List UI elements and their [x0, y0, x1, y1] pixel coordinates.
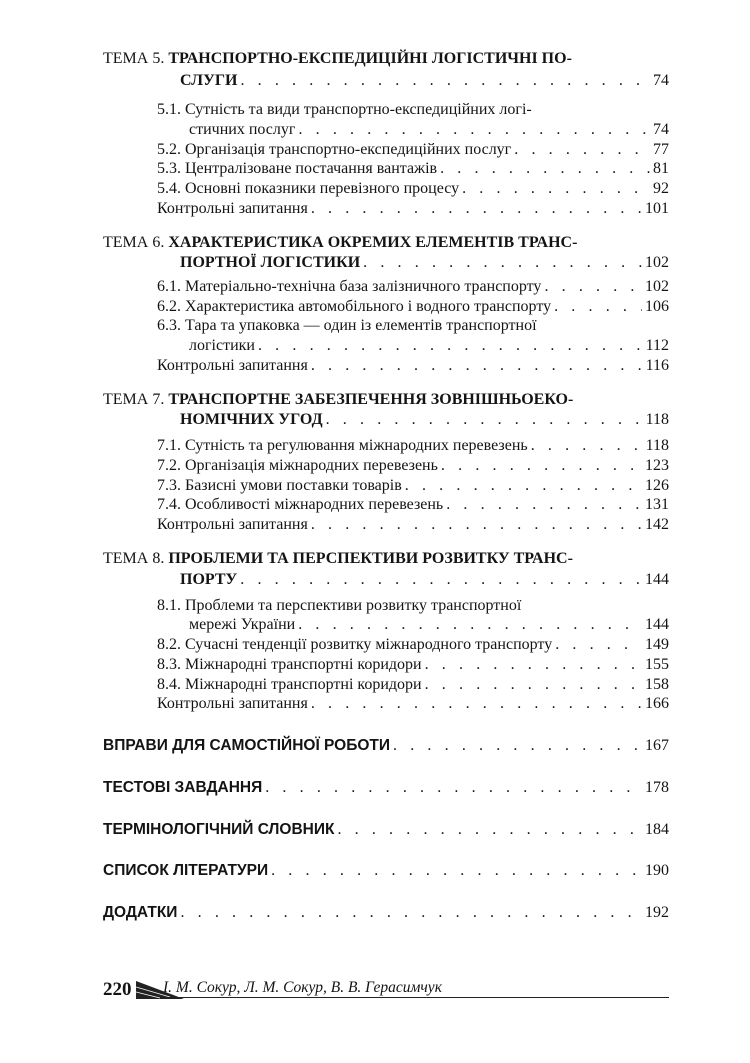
topic-prefix: ТЕМА 7. — [103, 391, 165, 408]
topic-prefix: ТЕМА 5. — [103, 50, 165, 67]
toc-item — [157, 693, 669, 715]
toc-item — [157, 494, 669, 516]
item-text: 6.2. Характеристика автомобільного і водного транспорту — [157, 298, 552, 315]
toc-item — [157, 435, 669, 457]
toc-topic-6-heading — [103, 232, 669, 254]
item-text: Контрольні запитання — [157, 695, 308, 712]
toc-item — [157, 514, 669, 536]
item-text: 8.3. Міжнародні транспортні коридори — [157, 656, 422, 673]
toc-section — [103, 777, 669, 799]
item-text: 5.3. Централізоване постачання вантажів — [157, 160, 438, 177]
toc-item — [157, 355, 669, 377]
item-text: 7.1. Сутність та регулювання міжнародних перевезень — [157, 437, 528, 454]
leader-dots — [441, 455, 642, 477]
leader-dots — [271, 860, 642, 882]
toc-item — [157, 654, 669, 676]
leader-dots — [337, 819, 642, 841]
leader-dots — [555, 634, 642, 656]
toc-item — [157, 315, 669, 337]
item-text: 5.1. Сутність та види транспортно-експедиційних логі- — [157, 101, 532, 118]
topic-title-cont: СЛУГИ — [180, 72, 238, 89]
topic-prefix: ТЕМА 6. — [103, 234, 165, 251]
page-number: 102 — [645, 254, 669, 271]
page-number: 118 — [645, 437, 669, 454]
page-number: 101 — [645, 200, 669, 217]
section-title: СПИСОК ЛІТЕРАТУРИ — [103, 862, 269, 879]
leader-dots — [544, 276, 642, 298]
leader-dots — [311, 198, 642, 220]
item-text: логістики — [189, 337, 255, 354]
page-number: 142 — [645, 516, 669, 533]
toc-item — [157, 276, 669, 298]
page-number: 123 — [645, 457, 669, 474]
topic-title-cont: ПОРТУ — [180, 571, 238, 588]
page-number: 178 — [645, 779, 669, 796]
footer-authors: І. М. Сокур, Л. М. Сокур, В. В. Герасимчук — [163, 979, 442, 996]
item-text: Контрольні запитання — [157, 516, 308, 533]
page-number: 158 — [645, 676, 669, 693]
toc-topic-7-heading-cont — [180, 409, 669, 431]
page-number: 81 — [653, 160, 669, 177]
page-number: 190 — [645, 862, 669, 879]
leader-dots — [298, 614, 642, 636]
toc-item — [157, 198, 669, 220]
leader-dots — [265, 777, 642, 799]
toc-item — [157, 178, 669, 200]
topic-title: ПРОБЛЕМИ ТА ПЕРСПЕКТИВИ РОЗВИТКУ ТРАНС- — [168, 550, 573, 567]
item-text: 7.3. Базисні умови поставки товарів — [157, 477, 402, 494]
topic-title: ТРАНСПОРТНО-ЕКСПЕДИЦІЙНІ ЛОГІСТИЧНІ ПО- — [168, 50, 572, 67]
leader-dots — [180, 902, 642, 924]
page-number: 149 — [645, 636, 669, 653]
leader-dots — [393, 735, 642, 757]
page-number: 106 — [645, 298, 669, 315]
page-number: 77 — [653, 141, 669, 158]
page-number: 155 — [645, 656, 669, 673]
leader-dots — [531, 435, 643, 457]
page-number: 74 — [653, 72, 669, 89]
page-number: 116 — [645, 357, 669, 374]
page-number: 192 — [645, 904, 669, 921]
item-text: 7.4. Особливості міжнародних перевезень — [157, 496, 444, 513]
item-text: мережі України — [189, 616, 296, 633]
topic-title: ТРАНСПОРТНЕ ЗАБЕЗПЕЧЕННЯ ЗОВНІШНЬОЕКО- — [168, 391, 574, 408]
page-number: 184 — [645, 821, 669, 838]
section-title: ТЕСТОВІ ЗАВДАННЯ — [103, 779, 263, 796]
topic-title: ХАРАКТЕРИСТИКА ОКРЕМИХ ЕЛЕМЕНТІВ ТРАНС- — [168, 234, 578, 251]
leader-dots — [311, 693, 642, 715]
toc-section — [103, 819, 669, 841]
page-number: 166 — [645, 695, 669, 712]
item-text: Контрольні запитання — [157, 200, 308, 217]
toc-item — [189, 614, 669, 636]
leader-dots — [326, 409, 643, 431]
toc-item — [189, 119, 669, 141]
item-text: 6.3. Тара та упаковка — один із елементів транспортної — [157, 317, 537, 334]
footer-page-number: 220 — [103, 979, 132, 1000]
topic-title-cont: НОМІЧНИХ УГОД — [180, 411, 323, 428]
page-number: 144 — [645, 571, 669, 588]
leader-dots — [440, 158, 650, 180]
toc-topic-5-heading — [103, 48, 669, 70]
toc-topic-7-heading — [103, 389, 669, 411]
topic-title-cont: ПОРТНОЇ ЛОГІСТИКИ — [180, 254, 361, 271]
page-number: 92 — [653, 180, 669, 197]
page-number: 167 — [645, 737, 669, 754]
footer-rule — [161, 997, 669, 998]
topic-prefix: ТЕМА 8. — [103, 550, 165, 567]
page-number: 118 — [645, 411, 669, 428]
leader-dots — [363, 252, 642, 274]
leader-dots — [240, 569, 642, 591]
item-text: 5.4. Основні показники перевізного процесу — [157, 180, 460, 197]
section-title: ВПРАВИ ДЛЯ САМОСТІЙНОЇ РОБОТИ — [103, 737, 391, 754]
toc-item — [189, 335, 669, 357]
page-number: 74 — [653, 121, 669, 138]
toc-item — [157, 455, 669, 477]
item-text: 6.1. Матеріально-технічна база залізничного транспорту — [157, 278, 542, 295]
leader-dots — [462, 178, 650, 200]
leader-dots — [298, 119, 650, 141]
toc-topic-5-heading-cont — [180, 70, 669, 92]
toc-item — [157, 158, 669, 180]
toc-topic-8-heading-cont — [180, 569, 669, 591]
leader-dots — [311, 355, 643, 377]
leader-dots — [446, 494, 642, 516]
item-text: 8.1. Проблеми та перспективи розвитку транспортної — [157, 597, 522, 614]
toc-topic-8-heading — [103, 548, 669, 570]
leader-dots — [240, 70, 650, 92]
toc-item — [157, 634, 669, 656]
leader-dots — [425, 654, 642, 676]
item-text: 8.4. Міжнародні транспортні коридори — [157, 676, 422, 693]
section-title: ДОДАТКИ — [103, 904, 178, 921]
leader-dots — [258, 335, 643, 357]
toc-item — [157, 99, 669, 121]
item-text: стичних послуг — [189, 121, 296, 138]
leader-dots — [311, 514, 642, 536]
toc-section — [103, 860, 669, 882]
section-title: ТЕРМІНОЛОГІЧНИЙ СЛОВНИК — [103, 821, 335, 838]
toc-section — [103, 902, 669, 924]
toc-topic-6-heading-cont — [180, 252, 669, 274]
page-number: 131 — [645, 496, 669, 513]
item-text: 5.2. Організація транспортно-експедиційних послуг — [157, 141, 512, 158]
item-text: 7.2. Організація міжнародних перевезень — [157, 457, 438, 474]
item-text: Контрольні запитання — [157, 357, 308, 374]
item-text: 8.2. Сучасні тенденції розвитку міжнародного транспорту — [157, 636, 553, 653]
toc-section — [103, 735, 669, 757]
page-number: 126 — [645, 477, 669, 494]
page-number: 102 — [645, 278, 669, 295]
page-number: 112 — [645, 337, 669, 354]
page-footer — [103, 977, 669, 1007]
page-number: 144 — [645, 616, 669, 633]
